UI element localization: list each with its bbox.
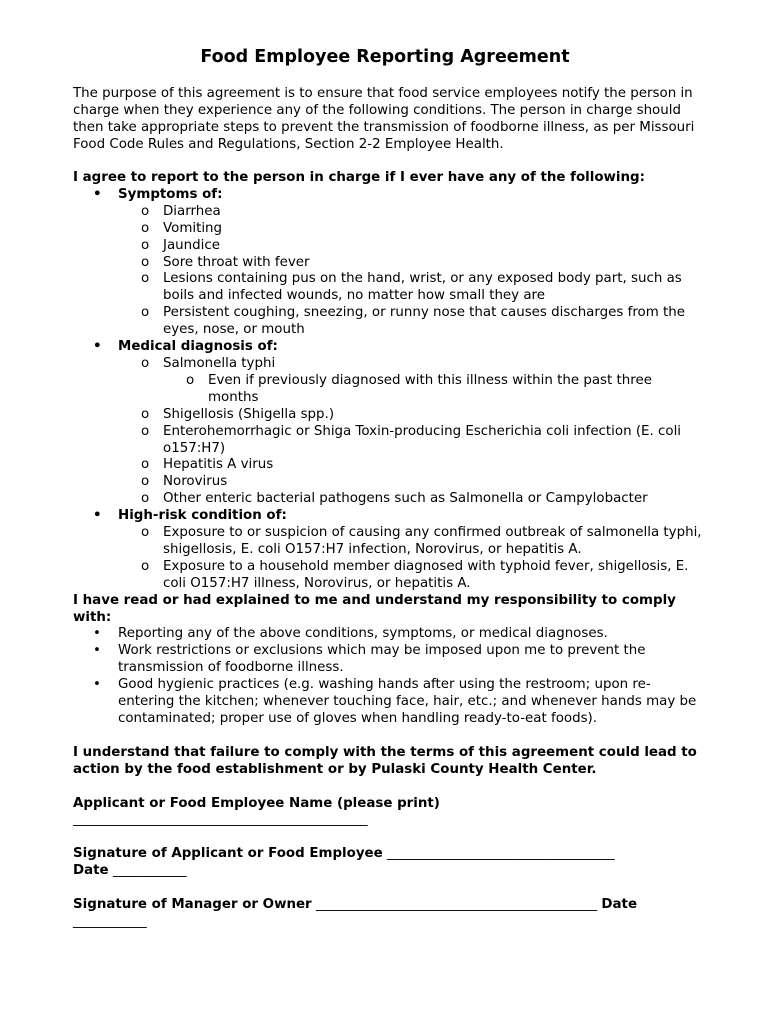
symptom-item — [73, 271, 703, 305]
diagnosis-group — [73, 339, 703, 356]
bullet-marker: • — [93, 339, 102, 355]
sub-marker: o — [141, 203, 150, 219]
sub-marker: o — [186, 372, 195, 388]
manager-date-label: Date — [601, 896, 638, 912]
diagnosis-item — [73, 474, 703, 491]
intro-paragraph: The purpose of this agreement is to ensure that food service employees notify the person in charge when they experience any of the following conditions. The person in charge should then take appropriate steps to prevent the transmission of foodborne illness, as per Missouri Food Code Rules and Regulations, Section 2-2 Employee Health. — [73, 86, 695, 152]
employee-signature-line[interactable]: __________________________________ — [387, 846, 615, 862]
diagnosis-note-text: Even if previously diagnosed with this illness within the past three months — [208, 372, 652, 405]
sub-marker: o — [141, 525, 150, 541]
symptom-text: Diarrhea — [163, 203, 221, 219]
responsibility-item — [73, 677, 703, 728]
sub-marker: o — [141, 491, 150, 507]
agree-heading: I agree to report to the person in charge if I ever have any of the following: — [73, 170, 645, 185]
employee-signature-label: Signature of Applicant or Food Employee — [73, 846, 383, 862]
responsibility-item — [73, 643, 703, 677]
bullet-marker: • — [93, 626, 101, 642]
sub-marker: o — [141, 237, 150, 253]
bullet-marker: • — [93, 186, 102, 202]
symptom-text: Lesions containing pus on the hand, wrist, or any exposed body part, such as boils and infected wounds, no matter how small they are — [163, 271, 682, 304]
responsibility-text: Good hygienic practices (e.g. washing hands after using the restroom; upon re-entering the kitchen; whenever touching face, hair, etc.; and whenever hands may be contaminated; proper use of gloves when handling ready-to-eat foods). — [118, 677, 697, 726]
employee-signature-field — [73, 846, 703, 880]
diagnosis-item — [73, 491, 703, 508]
failure-statement: I understand that failure to comply with the terms of this agreement could lead to action by the food establishment or by Pulaski County Health Center. — [73, 744, 697, 777]
sub-marker: o — [141, 355, 150, 371]
sub-marker: o — [141, 254, 150, 270]
symptom-text: Vomiting — [163, 220, 223, 236]
diagnosis-item — [73, 356, 703, 373]
responsibility-list — [73, 626, 703, 727]
manager-signature-field — [73, 897, 703, 931]
manager-signature-line[interactable]: __________________________________________ — [315, 896, 598, 912]
diagnosis-item — [73, 407, 703, 424]
sub-marker: o — [141, 457, 150, 473]
symptoms-group — [73, 187, 703, 204]
bullet-marker: • — [93, 643, 101, 659]
high-risk-item — [73, 559, 703, 593]
employee-date-label: Date — [73, 863, 109, 879]
bullet-marker: • — [93, 677, 101, 693]
symptom-item — [73, 238, 703, 255]
symptom-item — [73, 221, 703, 238]
symptom-text: Jaundice — [163, 237, 220, 253]
diagnosis-note — [73, 373, 703, 407]
bullet-marker: • — [93, 508, 102, 524]
symptom-text: Persistent coughing, sneezing, or runny nose that causes discharges from the eyes, nose, or mouth — [163, 305, 686, 338]
sub-marker: o — [141, 474, 150, 490]
sub-marker: o — [141, 305, 150, 321]
high-risk-text: Exposure to or suspicion of causing any confirmed outbreak of salmonella typhi, shigellosis, E. coli O157:H7 infection, Norovirus, or hepatitis A. — [163, 525, 702, 557]
diagnosis-item — [73, 424, 703, 458]
high-risk-heading: High-risk condition of: — [118, 508, 287, 524]
employee-name-label: Applicant or Food Employee Name (please print) — [73, 795, 440, 811]
responsibility-text: Work restrictions or exclusions which may be imposed upon me to prevent the transmission of foodborne illness. — [118, 643, 646, 676]
symptoms-heading: Symptoms of: — [118, 186, 223, 202]
high-risk-group — [73, 508, 703, 525]
diagnosis-text: Hepatitis A virus — [163, 457, 274, 473]
sub-marker: o — [141, 423, 150, 439]
symptom-text: Sore throat with fever — [163, 254, 310, 270]
responsibility-text: Reporting any of the above conditions, symptoms, or medical diagnoses. — [118, 626, 608, 642]
symptom-item — [73, 305, 703, 339]
employee-date-line[interactable]: ___________ — [112, 863, 187, 879]
diagnosis-item — [73, 457, 703, 474]
sub-marker: o — [141, 220, 150, 236]
high-risk-item — [73, 525, 703, 559]
sub-marker: o — [141, 558, 150, 574]
document-title: Food Employee Reporting Agreement — [200, 47, 570, 67]
diagnosis-text: Other enteric bacterial pathogens such as Salmonella or Campylobacter — [163, 491, 648, 507]
sub-marker: o — [141, 271, 150, 287]
diagnosis-text: Enterohemorrhagic or Shiga Toxin-producing Escherichia coli infection (E. coli o157:H7) — [163, 423, 682, 456]
employee-name-field — [73, 796, 703, 830]
high-risk-text: Exposure to a household member diagnosed with typhoid fever, shigellosis, E. coli O157:H7 illness, Norovirus, or hepatitis A. — [163, 558, 689, 591]
symptom-item — [73, 255, 703, 272]
diagnosis-text: Norovirus — [163, 474, 228, 490]
report-section — [73, 170, 703, 931]
responsibility-item — [73, 626, 703, 643]
diagnosis-heading: Medical diagnosis of: — [118, 339, 278, 355]
manager-date-line[interactable]: ___________ — [73, 913, 147, 929]
condition-list — [73, 187, 703, 593]
manager-signature-label: Signature of Manager or Owner — [73, 896, 312, 912]
diagnosis-text: Shigellosis (Shigella spp.) — [163, 406, 335, 422]
diagnosis-text: Salmonella typhi — [163, 355, 276, 371]
employee-name-line[interactable]: ____________________________________________ — [73, 812, 368, 828]
understand-heading: I have read or had explained to me and understand my responsibility to comply with: — [73, 592, 676, 625]
symptom-item — [73, 204, 703, 221]
sub-marker: o — [141, 406, 150, 422]
